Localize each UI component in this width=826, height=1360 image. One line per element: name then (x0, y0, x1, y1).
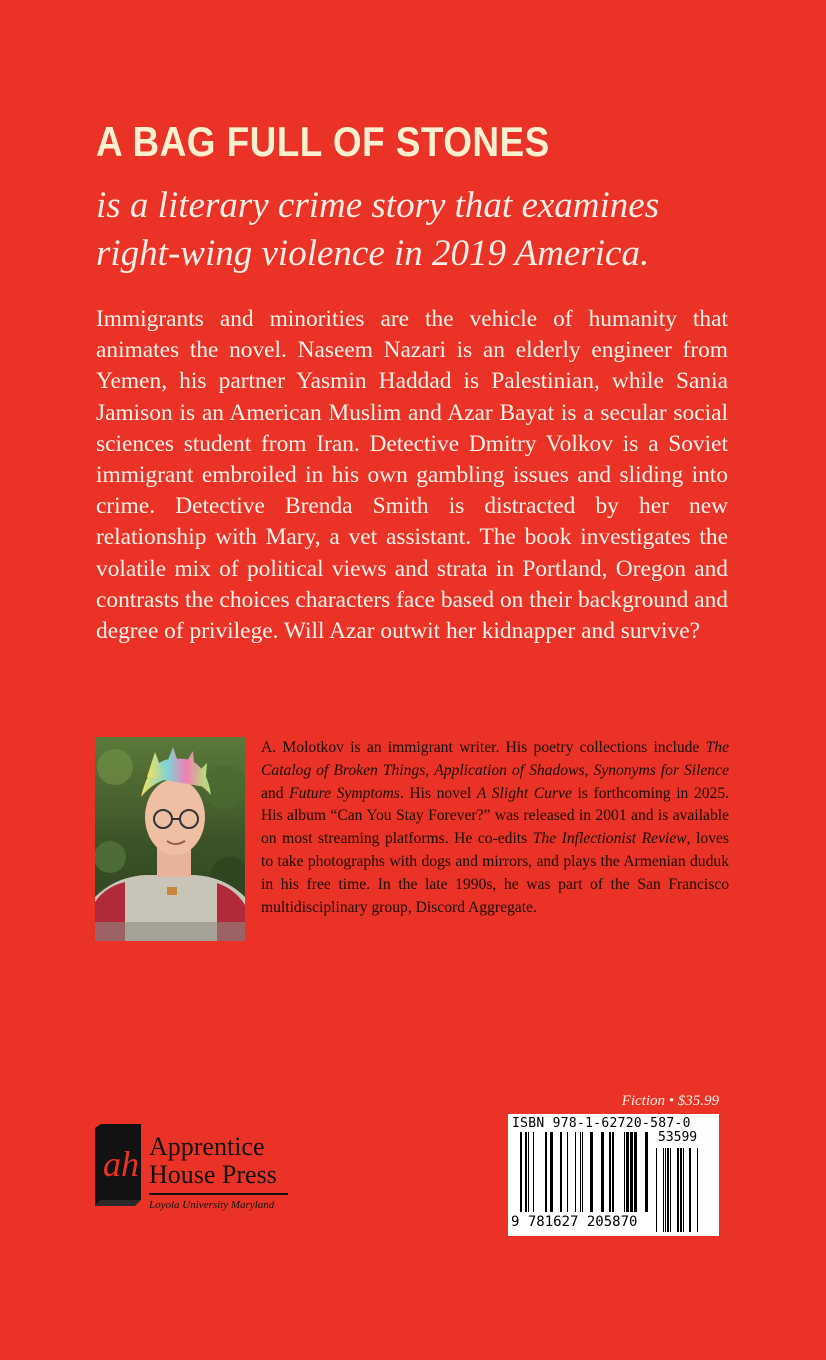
barcode-bar (550, 1132, 553, 1212)
barcode-addon-bar (697, 1148, 698, 1232)
publisher-divider (149, 1193, 288, 1195)
publisher-logo-mark: ah (103, 1144, 139, 1184)
genre-price: Fiction • $35.99 (621, 1093, 719, 1109)
barcode-digits: 9 781627 205870 (511, 1214, 638, 1230)
barcode-bar (645, 1132, 648, 1212)
author-photo-illustration (95, 737, 245, 941)
barcode-bar (590, 1132, 593, 1212)
barcode-addon-bar (670, 1148, 671, 1232)
barcode-bar (630, 1132, 633, 1212)
barcode-addon-bar (683, 1148, 684, 1232)
author-photo (95, 737, 245, 941)
price-addon-code: 53599 (658, 1130, 698, 1145)
barcode-bar (525, 1132, 527, 1212)
barcode-addon-bar (677, 1148, 679, 1232)
book-logo-icon (95, 1120, 155, 1220)
tagline: is a literary crime story that examines right-wing violence in 2019 America. (96, 185, 660, 274)
barcode-bar (609, 1132, 611, 1212)
barcode-bar (580, 1132, 581, 1212)
barcode-addon-bar (665, 1148, 666, 1232)
barcode-addon-bar (656, 1148, 657, 1232)
barcode-bar (601, 1132, 604, 1212)
barcode-bar (567, 1132, 568, 1212)
barcode-bar (528, 1132, 529, 1212)
book-title: A BAG FULL OF STONES (96, 118, 550, 165)
barcode-bar (520, 1132, 522, 1212)
author-bio: A. Molotkov is an immigrant writer. His poetry collections include The Catalog of Broken Things, Application of Shadows, Synonyms for Silence and Future Symptoms. His novel A Slight Curve is forthcoming in 2025. His album “Can You Stay Forever?” was released in 2001 and is available on most streaming platforms. He co-edits The Inflectionist Review, loves to take photographs with dogs and mirrors, and plays the Armenian duduk in his free time. In the late 1990s, he was part of the San Francisco multidisciplinary group, Discord Aggregate. (261, 739, 730, 916)
barcode-bar (545, 1132, 547, 1212)
isbn-text: ISBN 978-1-62720-587-0 (512, 1116, 691, 1131)
barcode-addon-bar (663, 1148, 664, 1232)
barcode-bar (582, 1132, 583, 1212)
barcode-bar (634, 1132, 637, 1212)
barcode-bar (560, 1132, 562, 1212)
barcode-addon-bar (667, 1148, 669, 1232)
publisher-name: Apprentice House Press (149, 1132, 277, 1189)
barcode-addon-bar (689, 1148, 691, 1232)
barcode-bar (624, 1132, 625, 1212)
barcode-bar (533, 1132, 534, 1212)
barcode-bar (626, 1132, 629, 1212)
barcode-bar (575, 1132, 576, 1212)
barcode-bar (612, 1132, 614, 1212)
barcode-addon-bar (680, 1148, 682, 1232)
synopsis: Immigrants and minorities are the vehicle of humanity that animates the novel. Naseem Nazari is an elderly engineer from Yemen, his partner Yasmin Haddad is Palestinian, while Sania Jamison is an American Muslim and Azar Bayat is a secular social sciences student from Iran. Detective Dmitry Volkov is a Soviet immigrant embroiled in his own gambling issues and sliding into crime. Detective Brenda Smith is distracted by her new relationship with Mary, a vet assistant. The book investigates the volatile mix of political views and strata in Portland, Oregon and contrasts the choices characters face based on their background and degree of privilege. Will Azar outwit her kidnapper and survive? (96, 306, 728, 645)
publisher-affiliation: Loyola University Maryland (149, 1199, 275, 1211)
